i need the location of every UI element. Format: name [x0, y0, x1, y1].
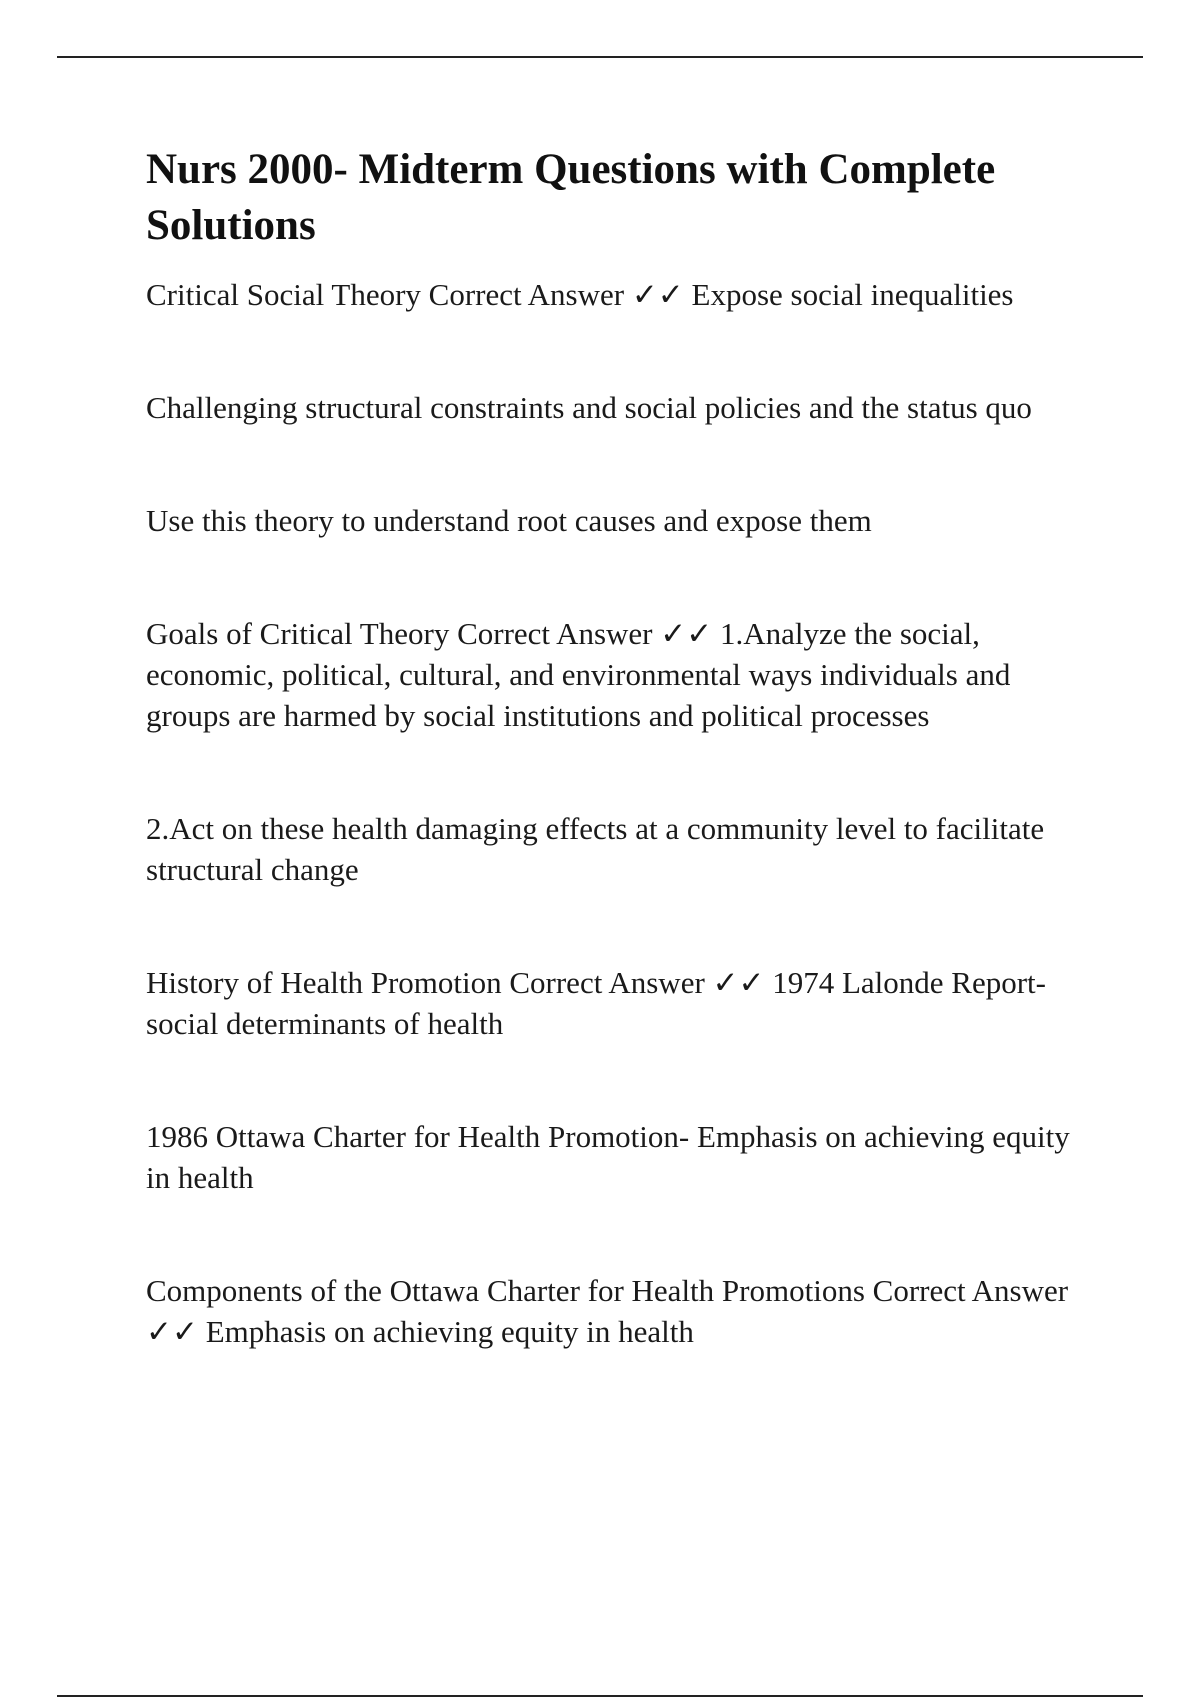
qa-paragraph: Critical Social Theory Correct Answer ✓✓ Expose social inequalities [146, 277, 1014, 312]
qa-paragraph: Challenging structural constraints and social policies and the status quo [146, 390, 1032, 425]
paragraph-spacer [146, 541, 1096, 613]
paragraph-spacer [146, 315, 1096, 387]
qa-paragraph: Components of the Ottawa Charter for Health Promotions Correct Answer ✓✓ Emphasis on achieving equity in health [146, 1273, 1069, 1349]
qa-paragraph: Use this theory to understand root causes and expose them [146, 503, 872, 538]
paragraph-spacer [146, 1044, 1096, 1116]
paragraph-spacer [146, 736, 1096, 808]
bottom-divider [57, 1695, 1143, 1697]
qa-paragraph: 2.Act on these health damaging effects at a community level to facilitate structural change [146, 811, 1045, 887]
paragraph-spacer [146, 890, 1096, 962]
qa-paragraph: History of Health Promotion Correct Answer ✓✓ 1974 Lalonde Report- social determinants of health [146, 965, 1046, 1041]
document-body [146, 142, 1096, 1352]
qa-paragraph: 1986 Ottawa Charter for Health Promotion- Emphasis on achieving equity in health [146, 1119, 1070, 1195]
top-divider [57, 56, 1143, 58]
paragraph-spacer [146, 428, 1096, 500]
document-title: Nurs 2000- Midterm Questions with Complete Solutions [146, 146, 996, 249]
paragraph-spacer [146, 1198, 1096, 1270]
qa-paragraph: Goals of Critical Theory Correct Answer ✓✓ 1.Analyze the social, economic, political, cultural, and environmental ways individuals and groups are harmed by social institutions and political processes [146, 616, 1011, 733]
